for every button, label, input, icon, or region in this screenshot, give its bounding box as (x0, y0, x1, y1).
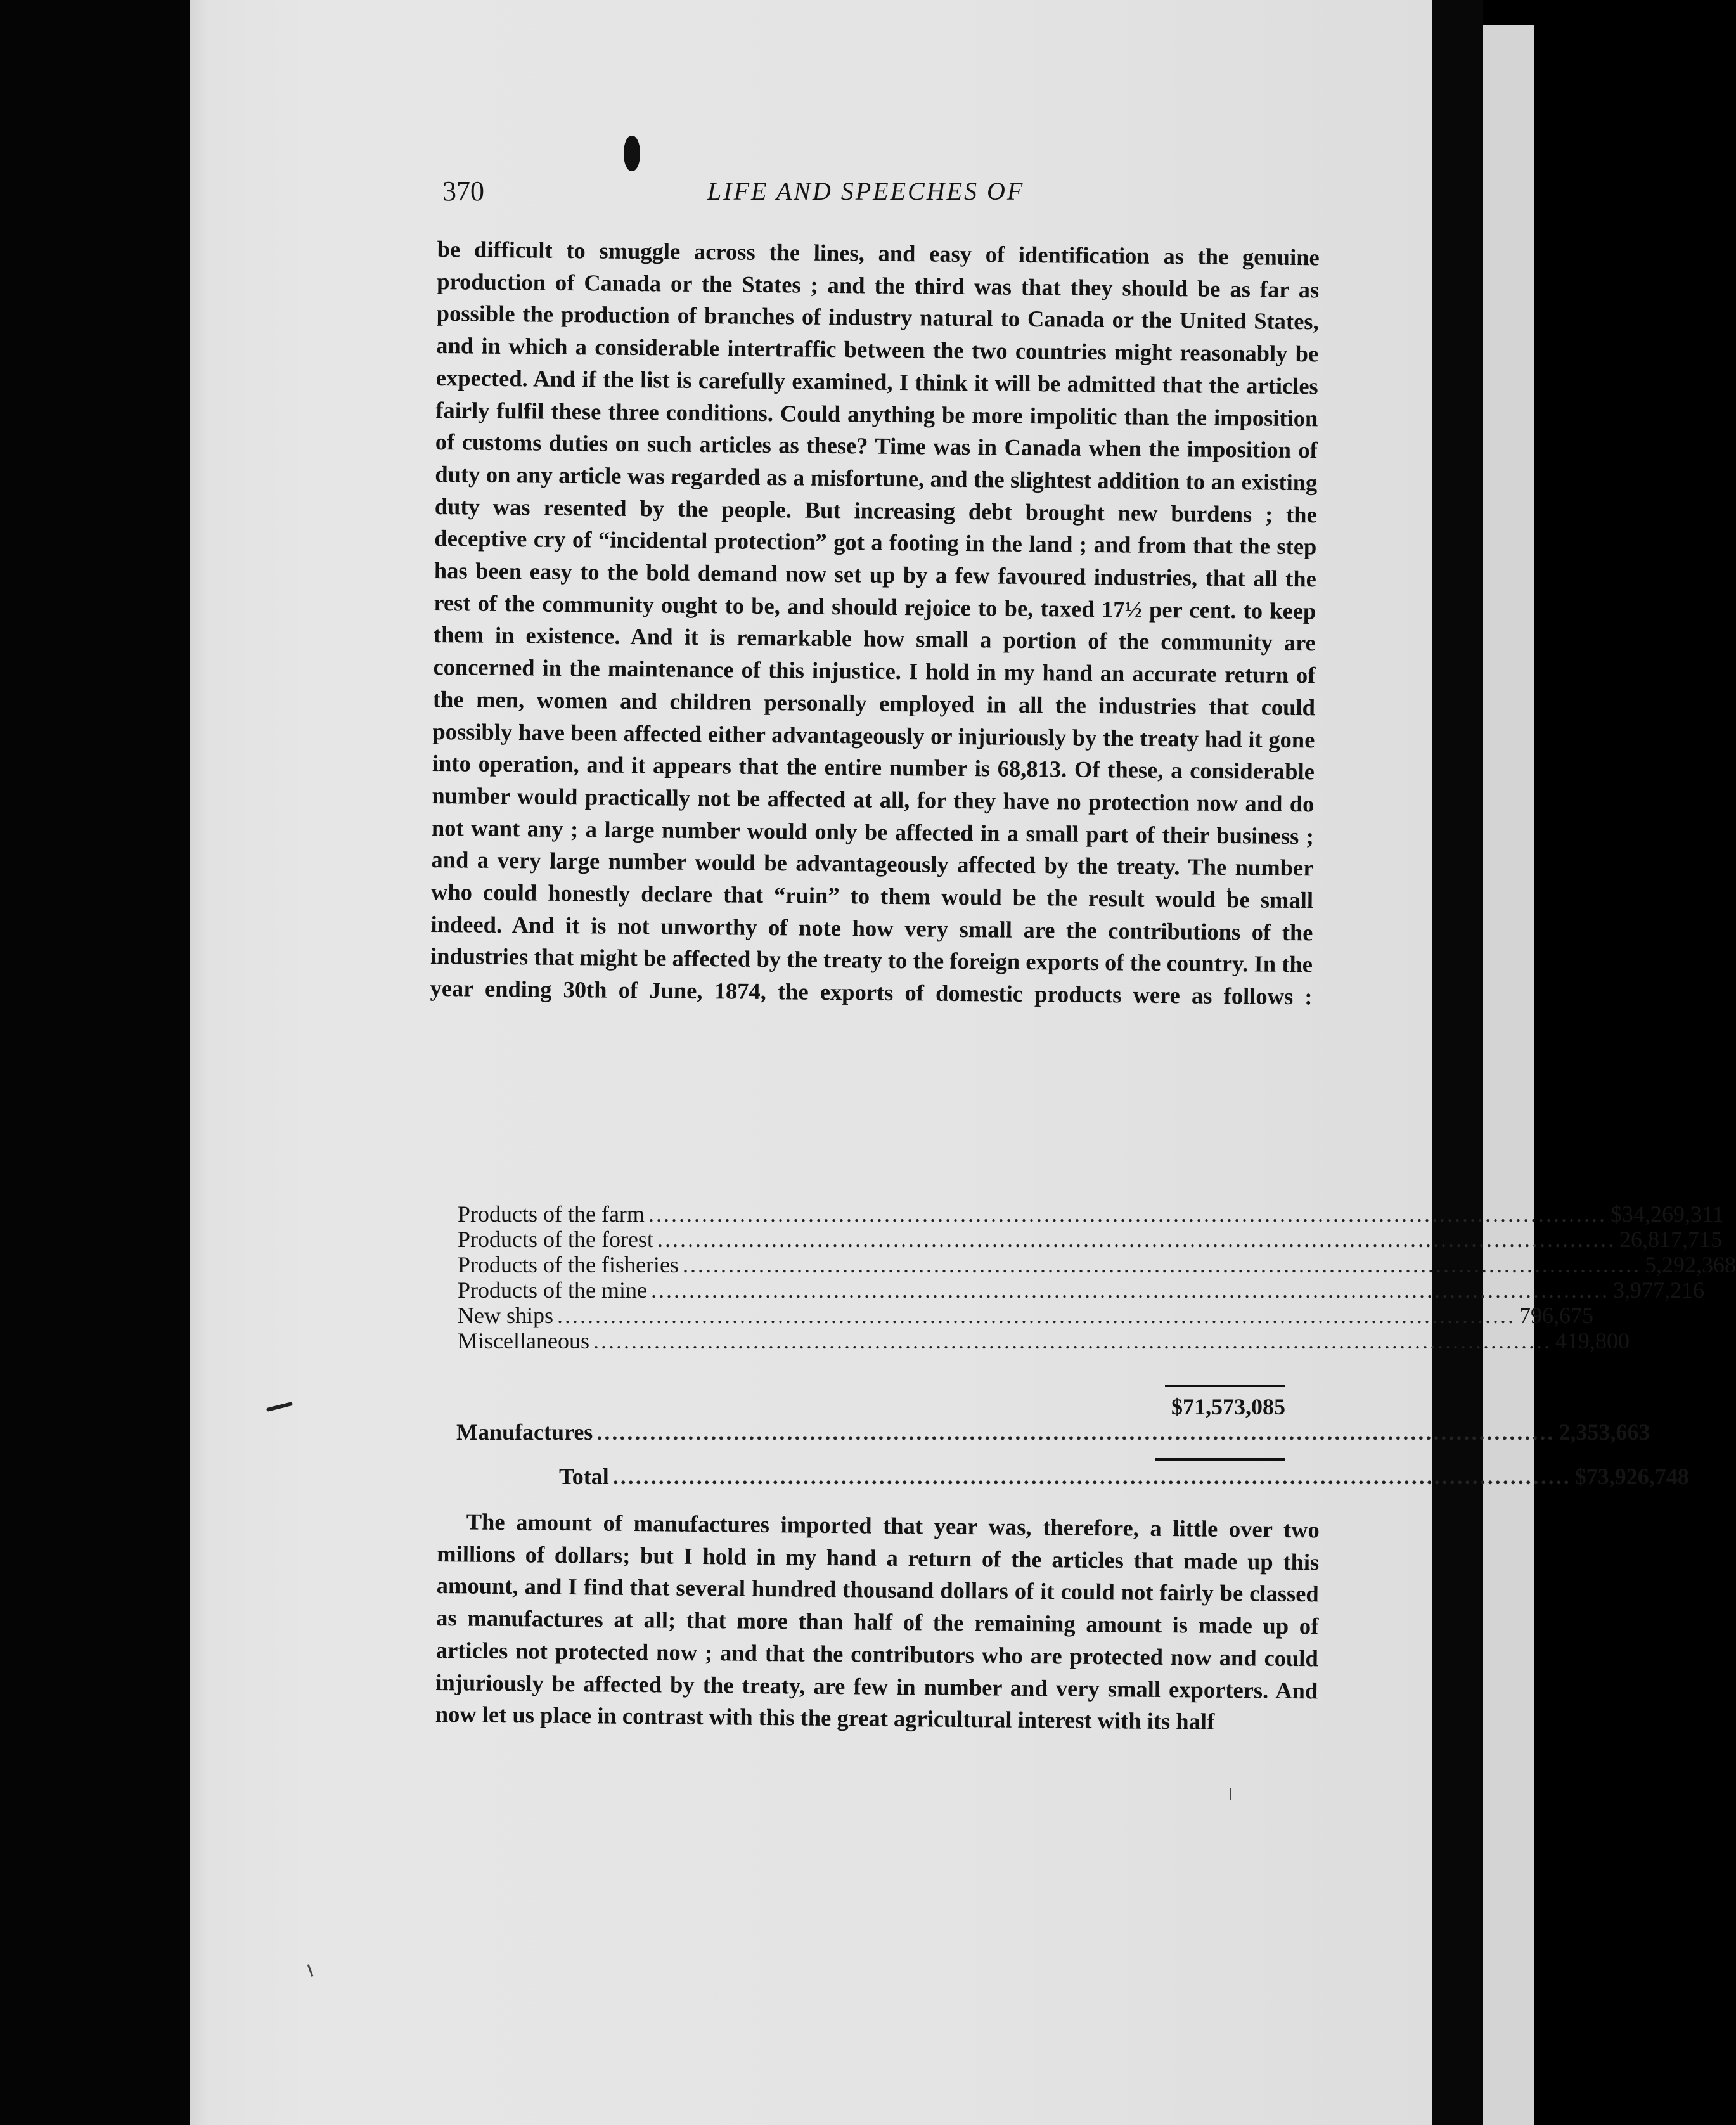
table-row (458, 1251, 1736, 1279)
total-amount: $73,926,748 (1574, 1464, 1689, 1489)
body-paragraph: The amount of manufactures imported that year was, therefore, a little over two millions of dollars; but I hold in my hand a return of the articles that made up this amount, and I find that several hundred thousand dollars of it could not fairly be classed as manufactures at all; that more than half of the remaining amount is made up of articles not protected now ; and that the contributors who are protected now and could injuriously be affected by the treaty, are few in number and very small exporters. And now let us place in contrast with this the great agricultural interest with its half (435, 1508, 1320, 1735)
row-amount: 2,353,663 (1559, 1419, 1650, 1445)
row-label: Products of the farm (458, 1201, 645, 1227)
dot-leader: .............................................................................................................................. (657, 1227, 1616, 1252)
row-amount: 5,292,368 (1644, 1252, 1736, 1277)
table-row (458, 1327, 1630, 1355)
total-row (559, 1463, 1689, 1491)
table-row (458, 1302, 1593, 1330)
dot-leader: .............................................................................................................................. (557, 1303, 1515, 1328)
exports-table (456, 1201, 1736, 1492)
row-label: Products of the fisheries (458, 1252, 679, 1277)
row-label: Manufactures (456, 1419, 593, 1445)
dot-leader: .............................................................................................................................. (682, 1252, 1641, 1277)
page-number: 370 (442, 176, 484, 207)
dot-leader: .............................................................................................................................. (648, 1201, 1607, 1227)
total-rule (1155, 1458, 1285, 1461)
manufactures-row (456, 1419, 1650, 1447)
row-amount: 419,800 (1555, 1328, 1630, 1353)
row-label: Products of the forest (458, 1227, 653, 1252)
row-label: Products of the mine (458, 1277, 647, 1303)
row-amount: 796,675 (1519, 1303, 1593, 1328)
table-row (458, 1277, 1704, 1305)
adjacent-page-edge (1483, 25, 1534, 2125)
page-header (442, 175, 1317, 213)
dot-leader: .............................................................................................................................. (650, 1277, 1609, 1303)
row-label: Miscellaneous (458, 1328, 589, 1353)
ink-blot-mark (624, 136, 640, 171)
stray-tick-mark (1230, 1788, 1231, 1800)
row-label: New ships (458, 1303, 553, 1328)
row-label: Total (559, 1464, 609, 1489)
scan-gutter (1432, 0, 1483, 2125)
row-amount: 26,817,715 (1619, 1227, 1722, 1252)
table-row (458, 1226, 1722, 1254)
subtotal-amount: $71,573,085 (1171, 1394, 1285, 1419)
row-amount: $34,269,311 (1610, 1201, 1724, 1227)
dot-leader: .............................................................................................................................. (596, 1419, 1555, 1445)
subtotal-rule (1165, 1385, 1285, 1387)
row-amount: 3,977,216 (1612, 1277, 1704, 1303)
subtotal-row (458, 1393, 1285, 1421)
running-head: LIFE AND SPEECHES OF (707, 177, 1025, 205)
scan-left-margin (0, 0, 190, 2125)
table-row (458, 1201, 1724, 1229)
dot-leader: .............................................................................................................................. (593, 1328, 1552, 1353)
body-paragraph: be difficult to smuggle across the lines, and easy of identification as the genuine production of Canada or the States ; and the third was that they should be as far as possible the production of branches of industry natural to Canada or the United States, and in which a considerable intertraffic between the two countries might reasonably be expected. And if the list is carefully examined, I think it will be admitted that the articles fairly fulfil these three conditions. Could anything be more impolitic than the imposition of customs duties on such articles as these? Time was in Canada when the imposition of duty on any article was regarded as a misfortune, and the slightest addition to an existing duty was resented by the people. But increasing debt brought new burdens ; the deceptive cry of “incidental protection” got a footing in the land ; and from that the step has been easy to the bold demand now set up by a few favoured industries, that all the rest of the community ought to be, and should rejoice to be, taxed 17½ per cent. to keep them in existence. And it is remarkable how small a portion of the community are concerned in the maintenance of this injustice. I hold in my hand an accurate return of the men, women and children personally employed in all the industries that could possibly have been affected either advantageously or injuriously by the treaty had it gone into operation, and it appears that the entire number is 68,813. Of these, a considerable number would practically not be affected at all, for they have no protection now and do not want any ; a large number would only be affected in a small part of their business ; and a very large number would be advantageously affected by the treaty. The number who could honestly declare that “ruin” to them would be the result would be small indeed. And it is not unworthy of note how very small are the contributions of the industries that might be affected by the treaty to the foreign exports of the country. In the year ending 30th of June, 1874, the exports of domestic products were as follows : (430, 235, 1320, 1010)
dot-leader: .............................................................................................................................. (612, 1464, 1571, 1489)
